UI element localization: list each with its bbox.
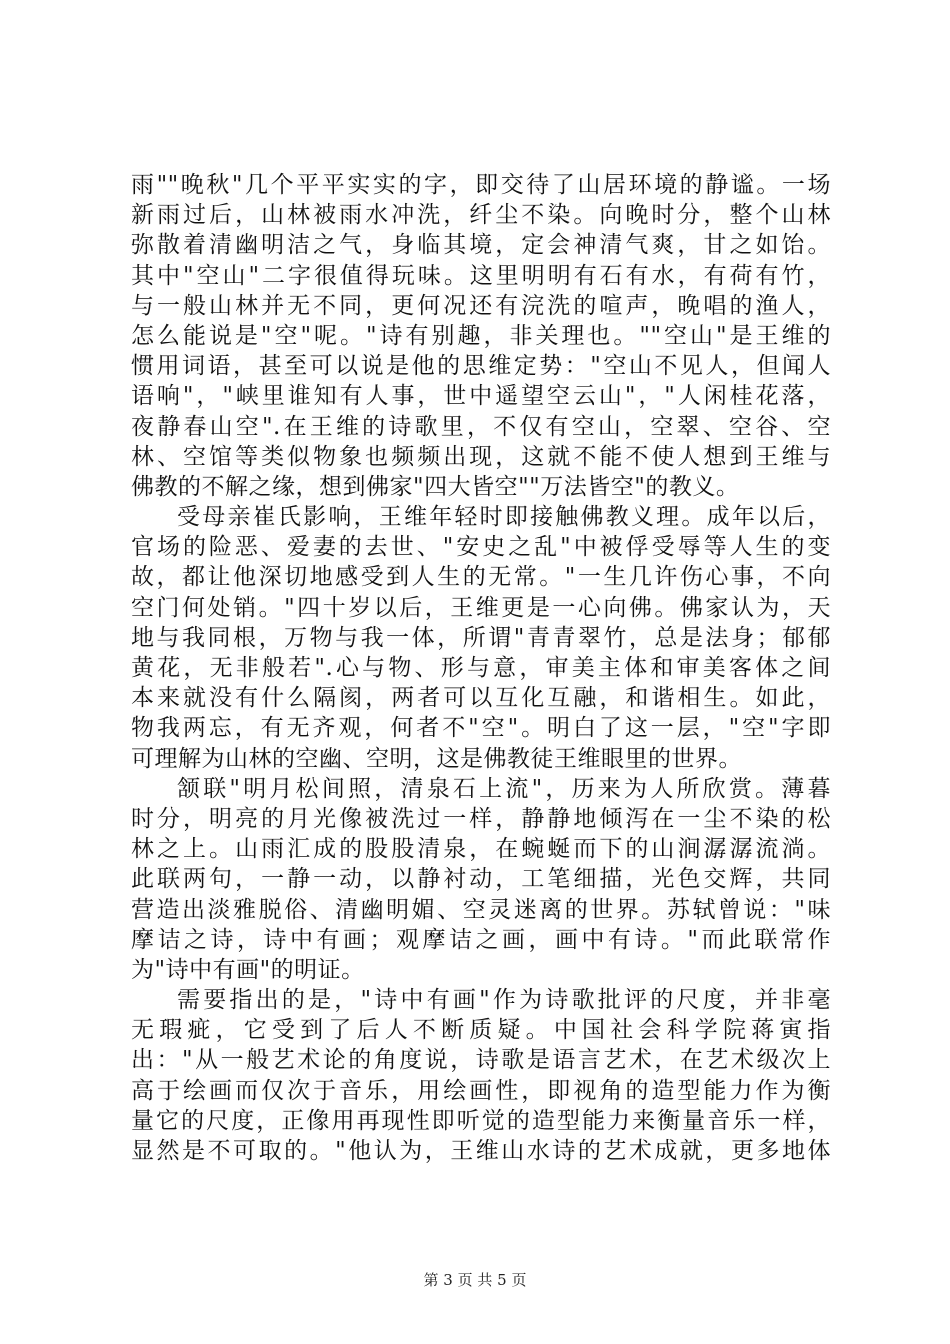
text-line: 物我两忘，有无齐观，何者不"空"。明白了这一层，"空"字即: [131, 715, 831, 742]
text-line: 官场的险恶、爱妻的去世、"安史之乱"中被俘受辱等人生的变: [131, 534, 831, 561]
text-line: 新雨过后，山林被雨水冲洗，纤尘不染。向晚时分，整个山林: [131, 202, 831, 229]
text-line: 本来就没有什么隔阂，两者可以互化互融，和谐相生。如此，: [131, 685, 831, 712]
text-line: 与一般山林并无不同，更何况还有浣洗的喧声，晚唱的渔人，: [131, 292, 831, 319]
text-line: 时分，明亮的月光像被洗过一样，静静地倾泻在一尘不染的松: [131, 805, 831, 832]
text-line: 需要指出的是，"诗中有画"作为诗歌批评的尺度，并非毫: [177, 987, 831, 1014]
text-line: 弥散着清幽明洁之气，身临其境，定会神清气爽，甘之如饴。: [131, 232, 831, 259]
text-line: 可理解为山林的空幽、空明，这是佛教徒王维眼里的世界。: [131, 745, 742, 772]
text-line: 营造出淡雅脱俗、清幽明媚、空灵迷离的世界。苏轼曾说："味: [131, 896, 831, 923]
text-line: 摩诘之诗，诗中有画；观摩诘之画，画中有诗。"而此联常作: [131, 926, 831, 953]
text-line: 其中"空山"二字很值得玩味。这里明明有石有水，有荷有竹，: [131, 262, 831, 289]
text-line: 故，都让他深切地感受到人生的无常。"一生几许伤心事，不向: [131, 564, 831, 591]
text-line: 黄花，无非般若".心与物、形与意，审美主体和审美客体之间: [131, 655, 831, 681]
text-line: 无瑕疵，它受到了后人不断质疑。中国社会科学院蒋寅指: [131, 1017, 831, 1044]
text-line: 空门何处销。"四十岁以后，王维更是一心向佛。佛家认为，天: [131, 594, 831, 621]
text-line: 受母亲崔氏影响，王维年轻时即接触佛教义理。成年以后，: [177, 504, 831, 531]
text-line: 此联两句，一静一动，以静衬动，工笔细描，光色交辉，共同: [131, 866, 831, 893]
text-line: 夜静春山空".在王维的诗歌里，不仅有空山，空翠、空谷、空: [131, 413, 831, 440]
page-footer: 第 3 页 共 5 页: [423, 1271, 527, 1289]
text-line: 为"诗中有画"的明证。: [131, 956, 365, 983]
text-line: 出："从一般艺术论的角度说，诗歌是语言艺术，在艺术级次上: [131, 1047, 831, 1074]
text-line: 语响"，"峡里谁知有人事，世中遥望空云山"，"人闲桂花落，: [131, 383, 831, 410]
text-line: 颔联"明月松间照，清泉石上流"，历来为人所欣赏。薄暮: [177, 775, 831, 802]
text-line: 惯用词语，甚至可以说是他的思维定势："空山不见人，但闻人: [131, 353, 831, 380]
document-body: [131, 170, 831, 1166]
paragraph: [131, 985, 831, 1166]
text-line: 显然是不可取的。"他认为，王维山水诗的艺术成就，更多地体: [131, 1138, 831, 1164]
text-line: 佛教的不解之缘，想到佛家"四大皆空""万法皆空"的教义。: [131, 473, 740, 500]
paragraph: [131, 774, 831, 985]
text-line: 量它的尺度，正像用再现性即听觉的造型能力来衡量音乐一样，: [131, 1107, 831, 1134]
text-line: 怎么能说是"空"呢。"诗有别趣，非关理也。""空山"是王维的: [131, 322, 831, 349]
text-line: 林之上。山雨汇成的股股清泉，在蜿蜒而下的山涧潺潺流淌。: [131, 836, 831, 863]
text-line: 雨""晚秋"几个平平实实的字，即交待了山居环境的静谧。一场: [131, 172, 831, 198]
paragraph: [131, 170, 831, 502]
text-line: 高于绘画而仅次于音乐，用绘画性，即视角的造型能力作为衡: [131, 1077, 831, 1104]
text-line: 林、空馆等类似物象也频频出现，这就不能不使人想到王维与: [131, 443, 831, 470]
paragraph: [131, 502, 831, 774]
text-line: 地与我同根，万物与我一体，所谓"青青翠竹，总是法身；郁郁: [131, 624, 831, 651]
